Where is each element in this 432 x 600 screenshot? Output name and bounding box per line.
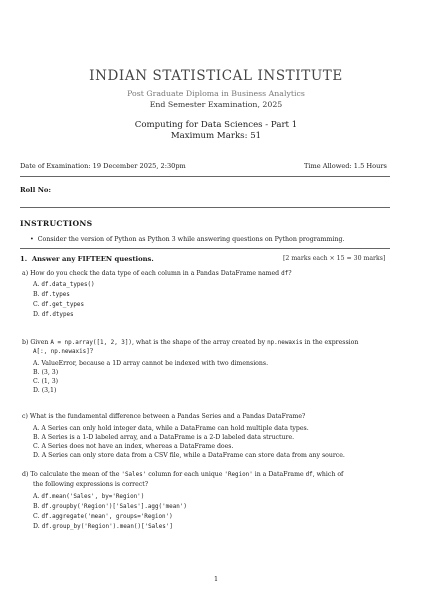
option-code: df.mean('Sales', by='Region') — [41, 494, 145, 500]
course-title: Computing for Data Sciences - Part 1 — [134, 120, 298, 130]
bullet-icon: • — [30, 236, 38, 243]
option-text: A Series does not have an index, whereas a DataFrame does. — [41, 443, 234, 450]
question-c — [22, 412, 394, 421]
question-label: b) — [22, 339, 29, 346]
option-code: df.dtypes — [41, 312, 74, 318]
option-letter: C. — [33, 378, 40, 385]
option-letter: D. — [33, 523, 40, 530]
option-text: (1, 3) — [41, 378, 59, 385]
roll-no-label: Roll No: — [20, 186, 51, 194]
question-text: To calculate the mean of the — [30, 471, 122, 478]
option-text: (3, 3) — [41, 369, 59, 376]
option — [33, 513, 173, 520]
question-text: How do you check the data type of each column in a Pandas DataFrame named — [30, 270, 282, 277]
option — [33, 503, 187, 510]
option — [33, 523, 173, 530]
option — [33, 387, 56, 394]
option-letter: A. — [33, 360, 40, 367]
option-letter: B. — [33, 291, 40, 298]
question-text: Given — [30, 339, 51, 346]
section-heading — [20, 255, 154, 263]
question-text: in a DataFrame — [252, 471, 306, 478]
question-label: a) — [22, 270, 29, 277]
section-title: Answer any FIFTEEN questions. — [31, 255, 154, 263]
option — [33, 434, 294, 441]
question-d-line2: the following expressions is correct? — [33, 481, 149, 488]
exam-date: Date of Examination: 19 December 2025, 2:30pm — [20, 162, 186, 170]
option-letter: D. — [33, 452, 40, 459]
option — [33, 443, 233, 450]
question-b-line2 — [33, 347, 405, 357]
option-letter: D. — [33, 311, 40, 318]
option-code: df.groupby('Region')['Sales'].agg('mean') — [41, 504, 187, 510]
divider — [20, 248, 390, 249]
option — [33, 493, 144, 500]
question-code: df — [305, 472, 313, 478]
option-code: df.types — [41, 292, 70, 298]
page-number: 1 — [213, 575, 219, 583]
question-a — [22, 269, 394, 279]
question-code: A = np.array([1, 2, 3]) — [50, 340, 132, 346]
question-label: c) — [22, 413, 28, 420]
option — [33, 291, 70, 298]
option-letter: A. — [33, 493, 40, 500]
divider — [20, 176, 390, 177]
option-text: (3,1) — [41, 387, 57, 394]
institute-title: INDIAN STATISTICAL INSTITUTE — [89, 68, 343, 84]
exam-name: End Semester Examination, 2025 — [149, 100, 283, 109]
question-code: 'Region' — [224, 472, 253, 478]
instruction-text: Consider the version of Python as Python 3 while answering questions on Python programming. — [37, 236, 345, 243]
option-letter: B. — [33, 369, 40, 376]
option-code: df.group_by('Region').mean()['Sales'] — [41, 524, 173, 530]
option — [33, 378, 58, 385]
question-code: 'Sales' — [121, 472, 147, 478]
option — [33, 360, 268, 367]
option-code: df.data_types() — [41, 282, 95, 288]
option-letter: B. — [33, 503, 40, 510]
option-letter: C. — [33, 513, 40, 520]
option-letter: A. — [33, 425, 40, 432]
option — [33, 369, 58, 376]
question-code: A[:, np.newaxis] — [33, 349, 90, 355]
option-code: df.get_types — [41, 302, 85, 308]
question-text: What is the fundamental difference between a Pandas Series and a Pandas DataFrame? — [29, 413, 306, 420]
divider — [20, 207, 390, 208]
section-marks: [2 marks each × 15 = 30 marks] — [283, 255, 386, 262]
question-text: , what is the shape of the array created by — [131, 339, 268, 346]
question-text: ? — [89, 348, 94, 355]
option-letter: B. — [33, 434, 40, 441]
option-text: ValueError, because a 1D array cannot be indexed with two dimensions. — [41, 360, 269, 367]
section-number: 1. — [20, 255, 28, 263]
option-letter: C. — [33, 443, 40, 450]
option — [33, 425, 309, 432]
question-d — [22, 470, 394, 480]
question-text: in the expression — [302, 339, 359, 346]
programme-name: Post Graduate Diploma in Business Analytics — [127, 89, 305, 98]
option-text: A Series can only store data from a CSV file, while a DataFrame can store data from any source. — [41, 452, 345, 459]
option-letter: A. — [33, 281, 40, 288]
option — [33, 452, 345, 459]
question-code: df — [281, 271, 289, 277]
option — [33, 311, 74, 318]
instructions-heading: INSTRUCTIONS — [20, 219, 93, 228]
time-allowed: Time Allowed: 1.5 Hours — [304, 162, 387, 170]
question-text: , which of — [312, 471, 344, 478]
option-text: A Series can only hold integer data, while a DataFrame can hold multiple data types. — [41, 425, 309, 432]
max-marks: Maximum Marks: 51 — [170, 131, 262, 141]
option — [33, 281, 95, 288]
question-text: column for each unique — [146, 471, 225, 478]
option-letter: C. — [33, 301, 40, 308]
option-code: df.aggregate('mean', groups='Region') — [41, 514, 173, 520]
question-code: np.newaxis — [267, 340, 303, 346]
option-letter: D. — [33, 387, 40, 394]
option-text: A Series is a 1-D labeled array, and a DataFrame is a 2-D labeled data structure. — [41, 434, 295, 441]
option — [33, 301, 84, 308]
instruction-item — [30, 236, 345, 243]
question-text: ? — [288, 270, 292, 277]
question-label: d) — [22, 471, 29, 478]
